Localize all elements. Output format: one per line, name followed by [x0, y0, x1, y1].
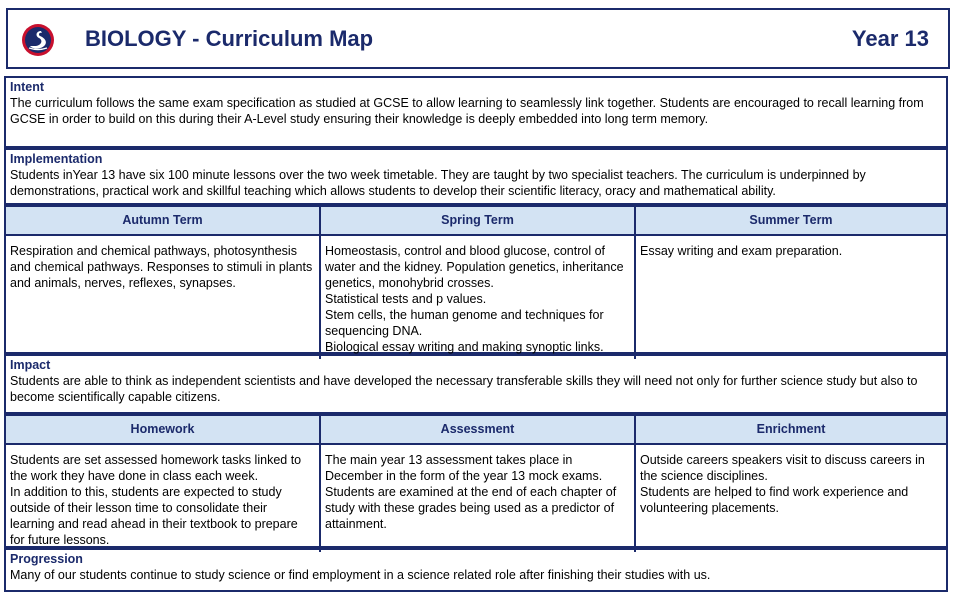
spring-term-line: Stem cells, the human genome and techniques for sequencing DNA. — [325, 308, 604, 338]
page-header — [6, 8, 950, 69]
homework-line: Students are set assessed homework tasks linked to the work they have done in class each week. — [10, 453, 302, 483]
homework-line: In addition to this, students are expected to study outside of their lesson time to consolidate their learning and read ahead in their textbook to prepare for future lessons. — [10, 485, 298, 547]
spring-term-line: Homeostasis, control and blood glucose, control of water and the kidney. Population genetics, inheritance genetics, monohybrid crosses. — [325, 244, 624, 290]
summer-term-content — [634, 236, 946, 359]
terms-table — [4, 205, 948, 354]
spring-term-header: Spring Term — [319, 207, 634, 236]
impact-heading: Impact — [10, 358, 51, 372]
summer-term-line: Essay writing and exam preparation. — [640, 244, 843, 258]
extras-table — [4, 414, 948, 548]
impact-section — [4, 354, 948, 414]
implementation-section — [4, 148, 948, 205]
enrichment-header: Enrichment — [634, 416, 946, 445]
intent-text: The curriculum follows the same exam specification as studied at GCSE to allow learning to seamlessly link together. Students are encouraged to recall learning from GCSE in order to build on this during their A-Level study ensuring their knowledge is deeply embedded into long term memory. — [10, 96, 924, 126]
autumn-term-header: Autumn Term — [6, 207, 319, 236]
progression-section — [4, 548, 948, 592]
enrichment-line: Students are helped to find work experience and volunteering placements. — [640, 485, 909, 515]
intent-section — [4, 76, 948, 148]
autumn-term-content — [6, 236, 319, 359]
spring-term-content — [319, 236, 634, 359]
autumn-term-line: Respiration and chemical pathways, photosynthesis and chemical pathways. Responses to stimuli in plants and animals, nerves, reflexes, synapses. — [10, 244, 313, 290]
impact-text: Students are able to think as independent scientists and have developed the necessary transferable skills they will need not only for further science study but also to become scientifically capable citizens. — [10, 374, 918, 404]
enrichment-content — [634, 445, 946, 552]
assessment-header: Assessment — [319, 416, 634, 445]
spring-term-line: Statistical tests and p values. — [325, 292, 487, 306]
homework-content — [6, 445, 319, 552]
assessment-line: Students are examined at the end of each chapter of study with these grades being used as a predictor of attainment. — [325, 485, 617, 531]
assessment-content — [319, 445, 634, 552]
enrichment-line: Outside careers speakers visit to discuss careers in the science disciplines. — [640, 453, 925, 483]
progression-text: Many of our students continue to study science or find employment in a science related role after finishing their studies with us. — [10, 568, 711, 582]
summer-term-header: Summer Term — [634, 207, 946, 236]
page-title: BIOLOGY - Curriculum Map — [85, 26, 374, 51]
implementation-heading: Implementation — [10, 152, 103, 166]
year-label: Year 13 — [851, 26, 929, 51]
homework-header: Homework — [6, 416, 319, 445]
spring-term-line: Biological essay writing and making synoptic links. — [325, 340, 604, 354]
progression-heading: Progression — [10, 552, 83, 566]
swan-crest-icon — [21, 23, 55, 57]
intent-heading: Intent — [10, 80, 45, 94]
assessment-line: The main year 13 assessment takes place in December in the form of the year 13 mock exams. — [325, 453, 603, 483]
implementation-text: Students inYear 13 have six 100 minute lessons over the two week timetable. They are taught by two specialist teachers. The curriculum is underpinned by demonstrations, practical work and skillful teaching which allows students to develop their scientific literacy, oracy and mathematical ability. — [10, 168, 866, 198]
